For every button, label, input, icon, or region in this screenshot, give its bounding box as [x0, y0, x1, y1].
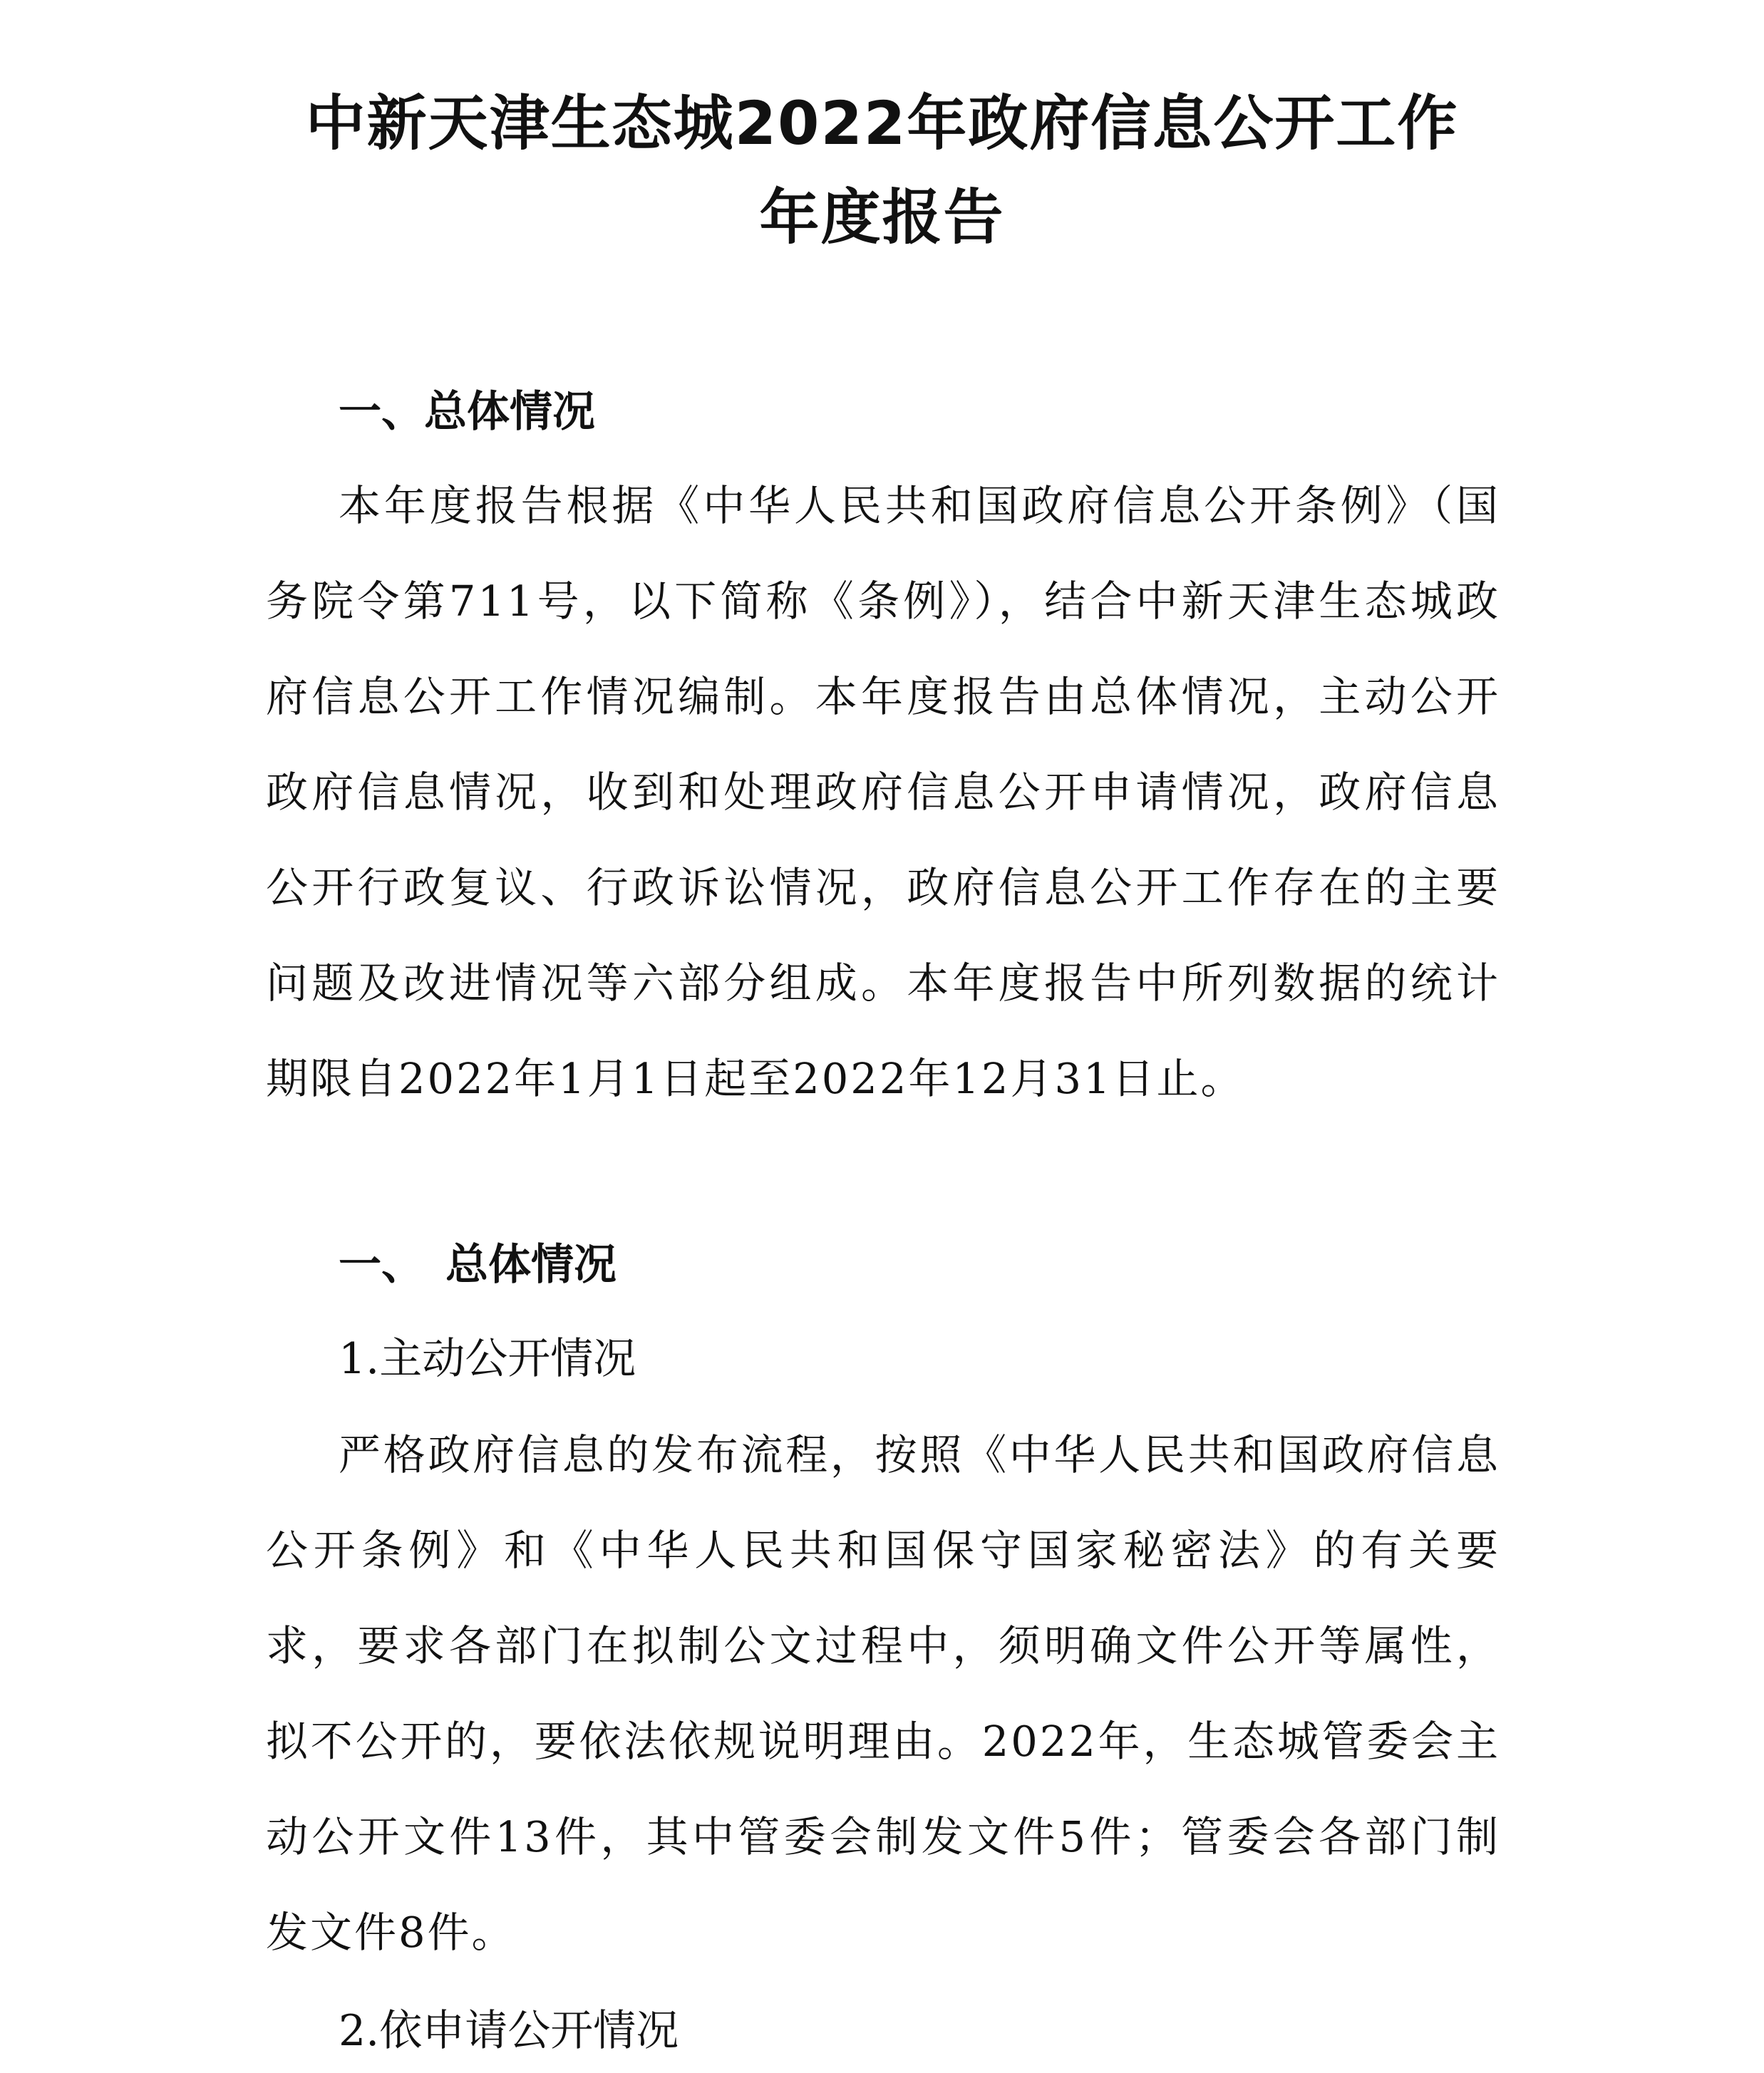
section-heading-overview-repeat: 一、 总体情况 — [339, 1240, 617, 1290]
proactive-disclosure-paragraph: 严格政府信息的发布流程，按照《中华人民共和国政府信息公开条例》和《中华人民共和国保守国家秘密法》的有关要求，要求各部门在拟制公文过程中，须明确文件公开等属性，拟不公开的，要依法依规说明理由。2022年，生态城管委会主动公开文件13件，其中管委会制发文件5件；管委会各部门制发文件8件。 — [266, 1430, 1500, 1957]
report-title-line-1: 中新天津生态城2022年政府信息公开工作 — [305, 88, 1459, 158]
subsection-heading-proactive-disclosure: 1.主动公开情况 — [339, 1334, 636, 1384]
subsection-heading-application-disclosure: 2.依申请公开情况 — [339, 2006, 679, 2056]
report-title-line-2: 年度报告 — [759, 182, 1005, 252]
section-heading-overview: 一、总体情况 — [339, 387, 595, 437]
intro-paragraph: 本年度报告根据《中华人民共和国政府信息公开条例》（国务院令第711号，以下简称《条例》），结合中新天津生态城政府信息公开工作情况编制。本年度报告由总体情况，主动公开政府信息情况，收到和处理政府信息公开申请情况，政府信息公开行政复议、行政诉讼情况，政府信息公开工作存在的主要问题及改进情况等六部分组成。本年度报告中所列数据的统计期限自2022年1月1日起至2022年12月31日止。 — [266, 481, 1500, 1103]
